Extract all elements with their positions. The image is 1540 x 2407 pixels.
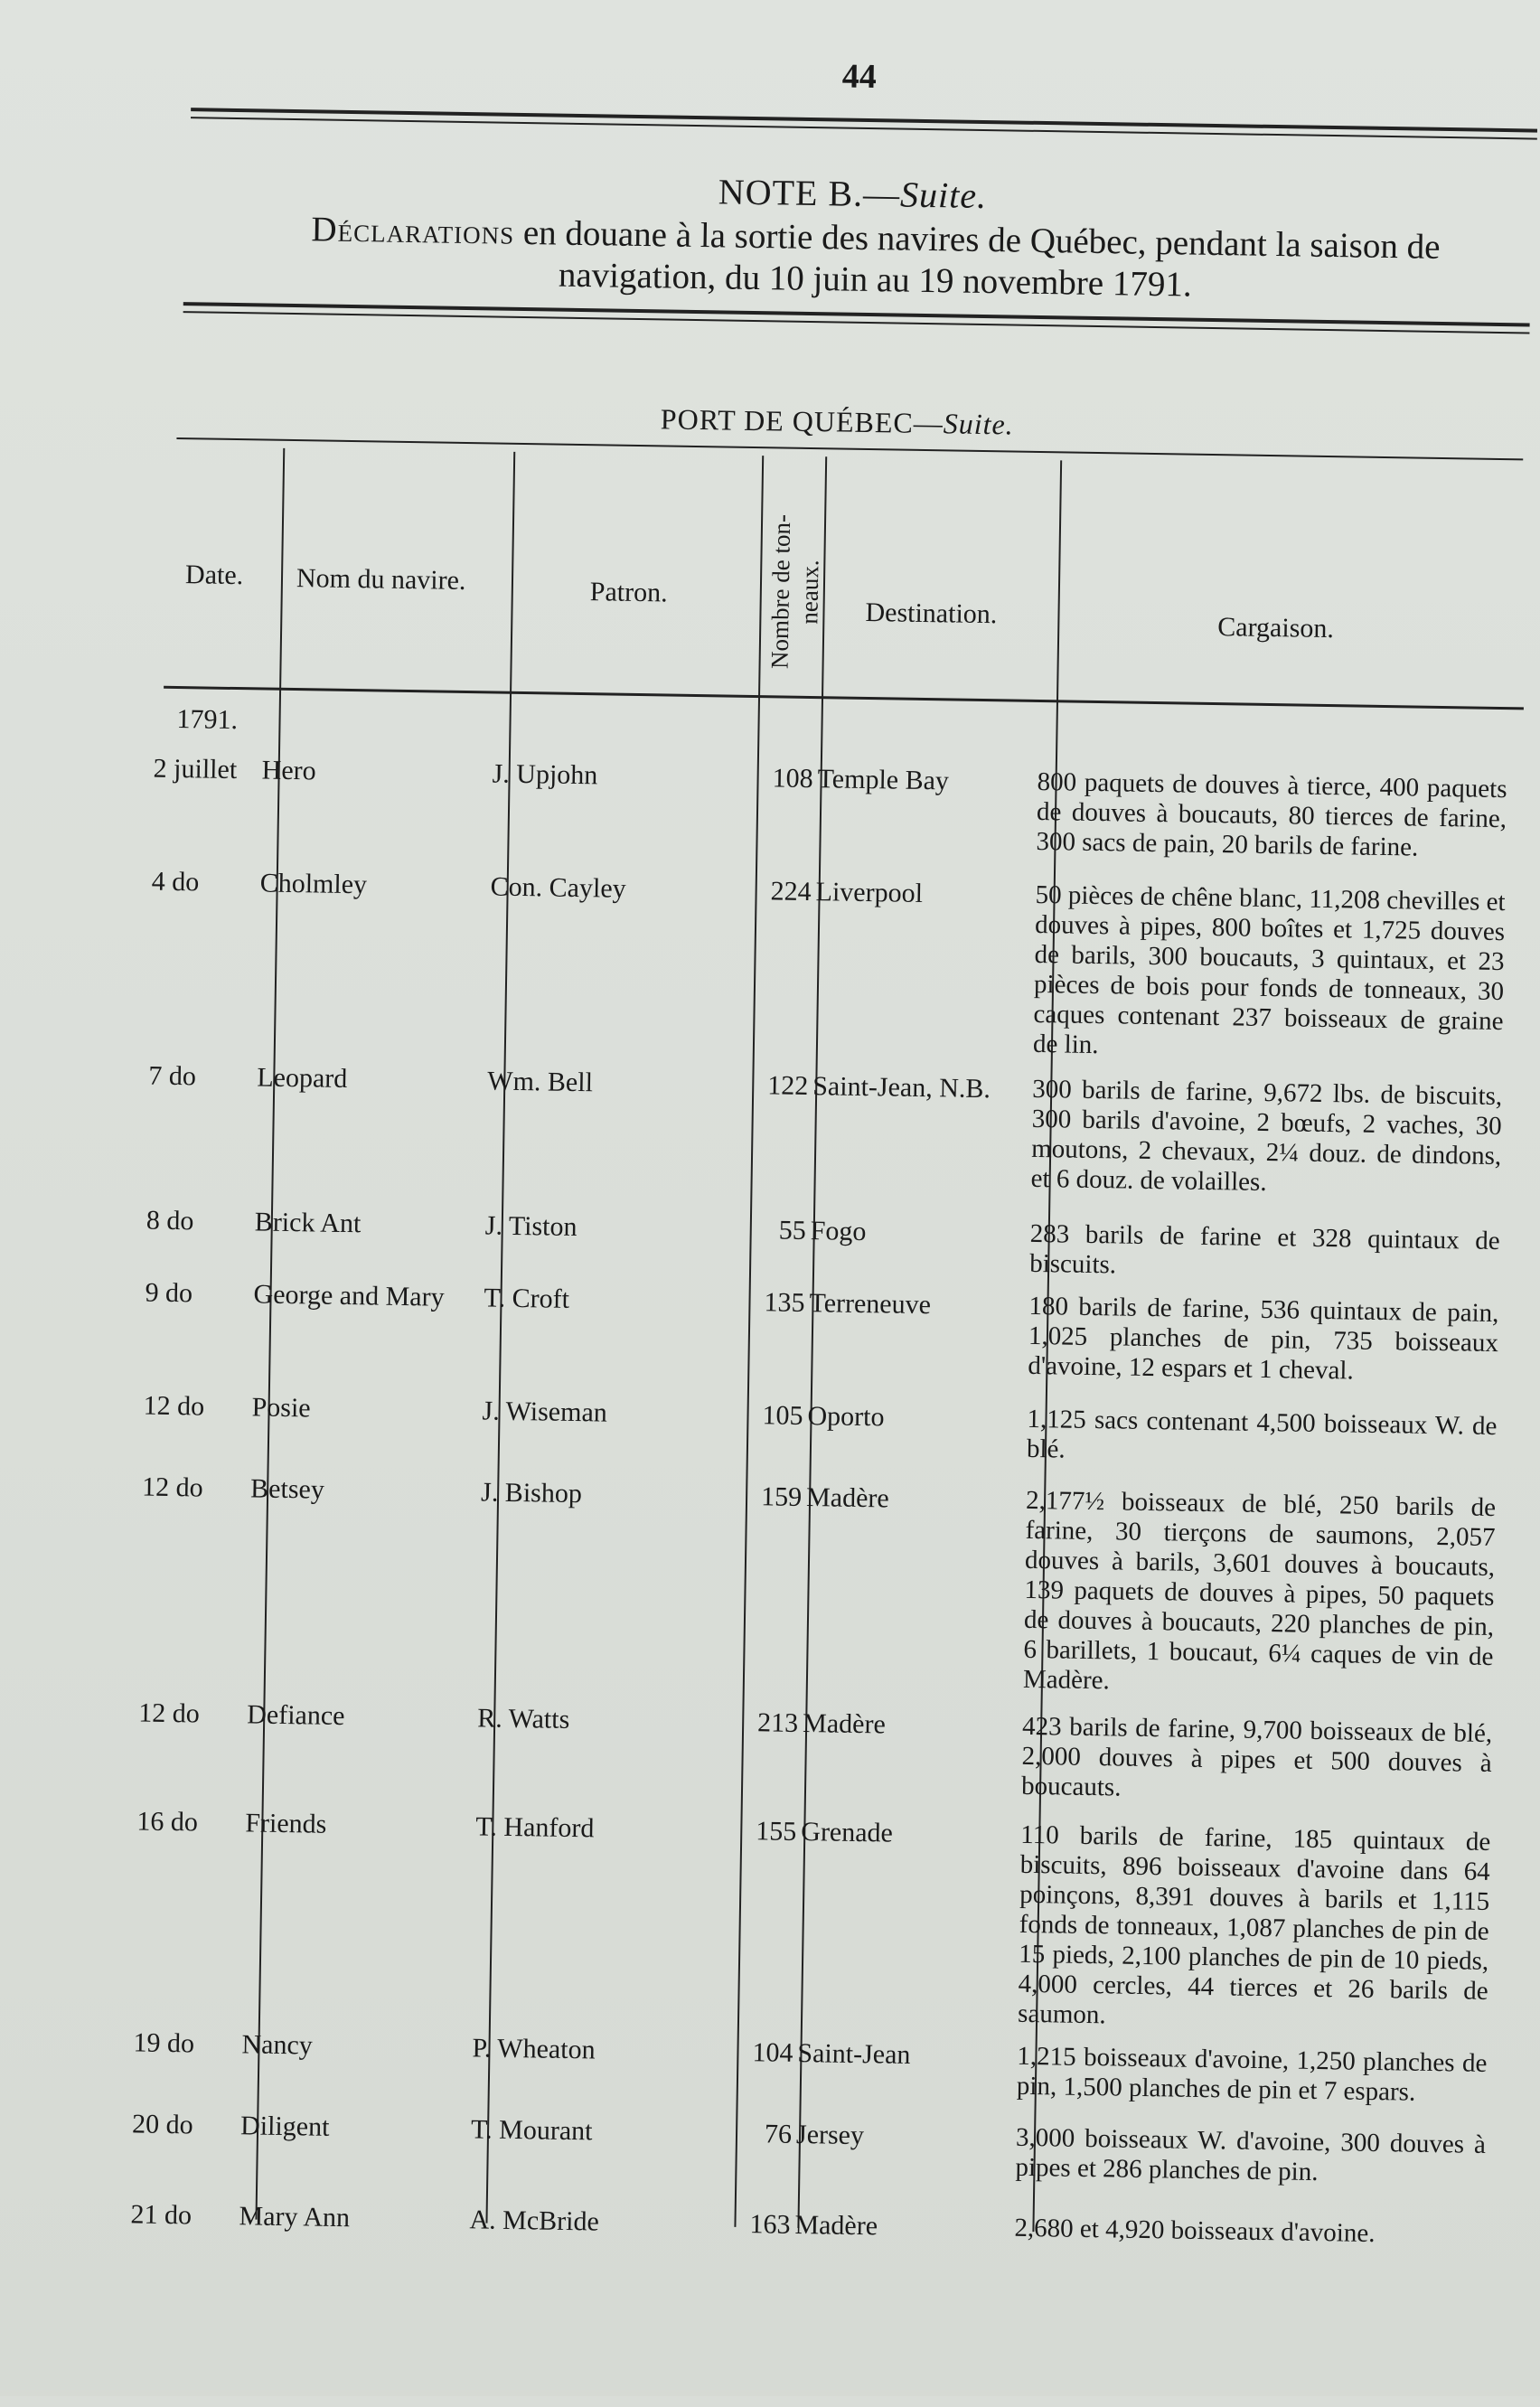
row-destination: Madère <box>805 1482 889 1514</box>
page-number: 44 <box>841 57 878 97</box>
header-ship: Nom du navire. <box>296 563 466 597</box>
row-tons: 213 <box>756 1707 799 1738</box>
port-title <box>661 402 1014 441</box>
table-row <box>0 2107 1509 2187</box>
row-tons: 55 <box>778 1215 807 1246</box>
row-tons: 155 <box>756 1816 797 1847</box>
table-row <box>0 1470 1519 1696</box>
header-rule <box>164 686 1524 710</box>
row-master: J. Bishop <box>480 1477 583 1509</box>
row-destination: Madère <box>802 1708 887 1740</box>
row-ship: Defiance <box>247 1699 345 1732</box>
table-row <box>0 864 1529 1060</box>
table-row <box>0 2197 1508 2249</box>
row-tons: 105 <box>762 1400 803 1431</box>
row-master: J. Tiston <box>484 1210 578 1243</box>
row-ship: Diligent <box>239 2111 330 2142</box>
row-tons: 76 <box>764 2119 793 2149</box>
row-cargo: 2,680 et 4,920 boisseaux d'avoine. <box>1014 2213 1376 2249</box>
table-row <box>0 751 1531 862</box>
row-ship: Hero <box>261 755 316 786</box>
row-date: 16 do <box>136 1806 199 1838</box>
row-cargo: 283 barils de farine et 328 quintaux de biscuits. <box>1028 1218 1500 1280</box>
row-master: T. Hanford <box>475 1811 595 1844</box>
top-rule <box>191 108 1537 139</box>
row-master: Con. Cayley <box>490 871 626 904</box>
row-master: T. Mourant <box>470 2114 593 2147</box>
row-date: 7 do <box>148 1060 197 1092</box>
header-cargo: Cargaison. <box>1217 612 1335 644</box>
column-line <box>797 456 827 2228</box>
row-tons: 108 <box>772 763 813 794</box>
row-master: T. Croft <box>484 1283 570 1314</box>
port-title-suffix: Suite. <box>943 407 1015 441</box>
header-tons: Nombre de ton-neaux. <box>765 513 824 670</box>
row-cargo: 800 paquets de douves à tierce, 400 paquets de douves à boucauts, 80 tierces de farine, 300 sacs de pain, 20 barils de farine. <box>1036 766 1507 862</box>
row-ship: George and Mary <box>253 1279 445 1312</box>
row-destination: Saint-Jean, N.B. <box>812 1071 991 1105</box>
row-tons: 163 <box>749 2209 791 2240</box>
row-ship: Cholmley <box>259 868 368 900</box>
row-date: 20 do <box>131 2109 193 2140</box>
row-date: 8 do <box>146 1205 194 1236</box>
port-title-main: PORT DE QUÉBEC— <box>660 402 944 440</box>
row-ship: Brick Ant <box>254 1207 362 1239</box>
row-date: 12 do <box>138 1697 201 1729</box>
row-date: 19 do <box>133 2027 195 2059</box>
row-tons: 104 <box>752 2037 793 2068</box>
row-destination: Jersey <box>795 2119 865 2151</box>
year-label: 1791. <box>176 704 239 736</box>
row-destination: Grenade <box>801 1817 894 1848</box>
row-date: 12 do <box>141 1471 203 1503</box>
row-cargo: 3,000 boisseaux W. d'avoine, 300 douves à pipes et 286 planches de pin. <box>1015 2122 1487 2187</box>
row-master: R. Watts <box>476 1703 570 1735</box>
row-cargo: 2,177½ boisseaux de blé, 250 barils de farine, 30 tierçons de saumons, 2,057 douves à barils, 3,601 douves à boucauts, 139 paquets de douves à pipes, 50 paquets de douves à boucauts, 220 planches de pin, 6 barillets, 1 boucaut, 6¼ caques de vin de Madère. <box>1022 1485 1497 1696</box>
note-title-main: NOTE B.— <box>718 171 901 215</box>
table-row <box>0 1388 1521 1464</box>
row-cargo: 1,215 boisseaux d'avoine, 1,250 planches de pin, 1,500 planches de pin et 7 espars. <box>1016 2041 1488 2107</box>
row-date: 2 juillet <box>153 753 238 785</box>
column-line <box>734 456 764 2227</box>
note-title <box>718 170 987 217</box>
row-date: 21 do <box>130 2199 192 2231</box>
row-cargo: 110 barils de farine, 185 quintaux de biscuits, 896 boisseaux d'avoine dans 64 poinçons, 8,391 douves à barils et 1,115 fonds de tonneaux, 1,087 planches de pin de 15 pieds, 2,100 planches de pin de 10 pieds, 4,000 cercles, 44 tierces et 26 barils de saumon. <box>1017 1819 1491 2030</box>
row-master: Wm. Bell <box>487 1066 594 1098</box>
row-cargo: 300 barils de farine, 9,672 lbs. de biscuits, 300 barils d'avoine, 2 bœufs, 2 vaches, 30 moutons, 2 chevaux, 2¼ douz. de dindons, et 6 douz. de volailles. <box>1030 1074 1503 1198</box>
column-line <box>485 452 515 2224</box>
row-destination: Saint-Jean <box>797 2037 911 2070</box>
subtitle <box>233 208 1517 311</box>
row-ship: Betsey <box>249 1473 325 1505</box>
column-line <box>255 448 285 2220</box>
row-ship: Friends <box>245 1808 327 1839</box>
row-cargo: 50 pièces de chêne blanc, 11,208 chevilles et douves à pipes, 800 boîtes et 1,725 douves de barils, 300 boucauts, 3 quintaux, et 23 pièces de bois pour fonds de tonneaux, 30 caques contenant 237 boisseaux de graine de lin. <box>1032 879 1506 1060</box>
row-cargo: 423 barils de farine, 9,700 boisseaux de blé, 2,000 douves à pipes et 500 douves à boucauts. <box>1020 1711 1493 1802</box>
row-destination: Madère <box>794 2209 878 2242</box>
header-date: Date. <box>184 559 244 591</box>
row-destination: Temple Bay <box>817 764 950 796</box>
subtitle-rest: en douane à la sortie des navires de Québec, pendant la saison de navigation, du 10 juin au 19 novembre 1791. <box>522 212 1441 305</box>
row-tons: 224 <box>770 876 812 907</box>
row-ship: Leopard <box>257 1062 348 1095</box>
table-row <box>0 1696 1516 1802</box>
row-date: 9 do <box>145 1277 193 1309</box>
note-title-suffix: Suite. <box>899 174 988 217</box>
row-destination: Terreneuve <box>809 1288 932 1321</box>
row-destination: Fogo <box>810 1216 867 1247</box>
row-cargo: 180 barils de farine, 536 quintaux de pain, 1,025 planches de pin, 735 boisseaux d'avoine, 12 espars et 1 cheval. <box>1028 1291 1499 1386</box>
row-date: 4 do <box>151 866 200 898</box>
row-tons: 159 <box>760 1481 803 1512</box>
header-master: Patron. <box>589 577 668 608</box>
row-master: A. McBride <box>469 2205 600 2237</box>
table-row <box>0 1203 1524 1280</box>
row-destination: Oporto <box>807 1401 885 1433</box>
header-destination: Destination. <box>865 597 998 630</box>
row-master: P. Wheaton <box>472 2033 596 2065</box>
row-ship: Mary Ann <box>239 2201 351 2233</box>
row-master: J. Wiseman <box>482 1396 608 1428</box>
row-ship: Nancy <box>241 2029 314 2061</box>
row-ship: Posie <box>251 1392 311 1424</box>
row-tons: 122 <box>767 1070 809 1102</box>
row-cargo: 1,125 sacs contenant 4,500 boisseaux W. de blé. <box>1026 1404 1498 1464</box>
row-destination: Liverpool <box>815 877 924 908</box>
table-top-rule <box>176 437 1523 460</box>
row-date: 12 do <box>143 1390 205 1422</box>
table-row <box>0 1804 1514 2030</box>
row-tons: 135 <box>764 1287 805 1319</box>
subtitle-lead: Déclarations <box>311 210 515 252</box>
row-master: J. Upjohn <box>492 758 598 791</box>
